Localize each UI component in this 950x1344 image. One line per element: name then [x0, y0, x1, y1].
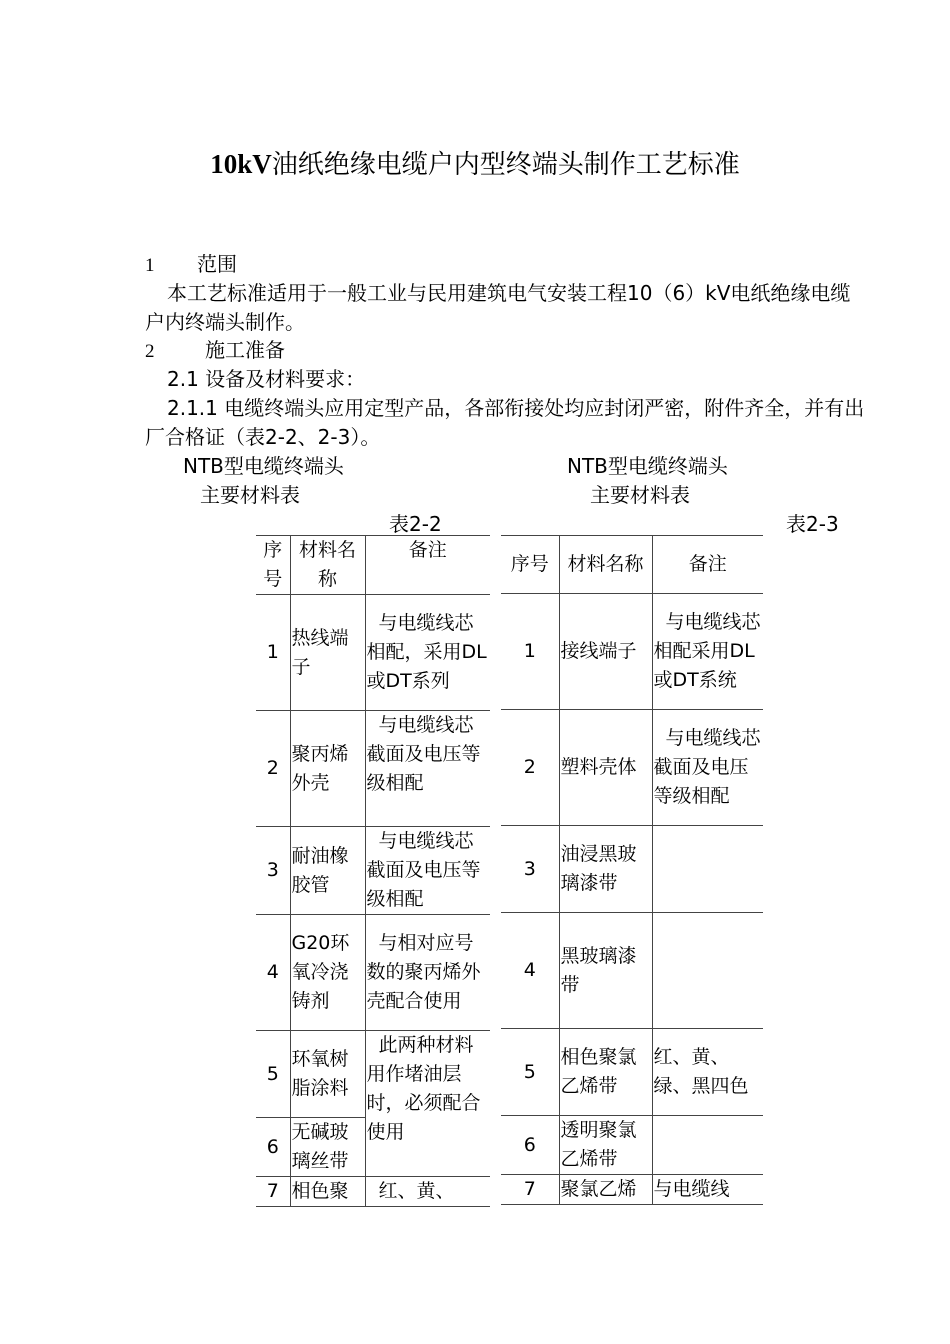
section-2-title: 施工准备 — [205, 338, 285, 362]
remark: 红、黄、绿、黑四色 — [652, 1029, 763, 1116]
material-name: 相色聚 — [290, 1177, 365, 1207]
table-left-header — [256, 536, 490, 595]
table-row — [501, 1029, 763, 1116]
header-cell: 备注 — [365, 536, 490, 595]
row-number: 7 — [256, 1177, 290, 1207]
table-row — [501, 826, 763, 913]
remark: 与相对应号数的聚丙烯外壳配合使用 — [365, 915, 490, 1031]
material-name: G20环氧冷浇铸剂 — [290, 915, 365, 1031]
row-number: 4 — [256, 915, 290, 1031]
material-name: 环氧树脂涂料 — [290, 1031, 365, 1118]
table-row — [501, 1116, 763, 1175]
remark — [652, 1116, 763, 1175]
table-right-header — [501, 536, 763, 594]
material-name: 塑料壳体 — [559, 710, 652, 826]
table-row — [256, 711, 490, 827]
page-title — [0, 144, 950, 181]
row-number: 1 — [501, 594, 559, 710]
remark — [652, 913, 763, 1029]
table-left-label: 表2-2 — [389, 512, 442, 536]
header-cell: 材料名称 — [559, 536, 652, 594]
section-2-1-1: 2.1.1 电缆终端头应用定型产品，各部衔接处均应封闭严密，附件齐全，并有出厂合格证（表2-2、2-3）。 — [145, 396, 865, 449]
section-2-1: 2.1 设备及材料要求： — [167, 367, 366, 391]
table-row — [256, 595, 490, 711]
remark: 与电缆线芯相配采用DL或DT系统 — [652, 594, 763, 710]
table-left-caption-2: 主要材料表 — [200, 483, 300, 507]
section-2-number: 2 — [145, 341, 155, 362]
material-name: 透明聚氯乙烯带 — [559, 1116, 652, 1175]
table-right-label: 表2-3 — [786, 512, 839, 536]
material-name: 聚丙烯外壳 — [290, 711, 365, 827]
table-left-caption-1: NTB型电缆终端头 — [183, 454, 344, 478]
row-number: 2 — [256, 711, 290, 827]
remark: 与电缆线 — [652, 1175, 763, 1205]
row-number: 4 — [501, 913, 559, 1029]
material-name: 聚氯乙烯 — [559, 1175, 652, 1205]
material-name: 耐油橡胶管 — [290, 827, 365, 915]
table-row — [501, 710, 763, 826]
section-1-body: 本工艺标准适用于一般工业与民用建筑电气安装工程10（6）kV电纸绝缘电缆户内终端头制作。 — [145, 281, 851, 334]
title-prefix: 10kV — [210, 149, 272, 179]
material-name: 油浸黑玻璃漆带 — [559, 826, 652, 913]
header-cell: 序号 — [501, 536, 559, 594]
table-row — [256, 827, 490, 915]
header-cell: 序号 — [256, 536, 290, 595]
remark: 红、黄、 — [365, 1177, 490, 1207]
row-number: 7 — [501, 1175, 559, 1205]
material-name: 相色聚氯乙烯带 — [559, 1029, 652, 1116]
remark: 此两种材料用作堵油层时，必须配合使用 — [365, 1031, 490, 1177]
remark: 与电缆线芯相配，采用DL或DT系列 — [365, 595, 490, 711]
row-number: 5 — [256, 1031, 290, 1118]
material-name: 黑玻璃漆带 — [559, 913, 652, 1029]
table-row — [256, 1177, 490, 1207]
table-row — [501, 1175, 763, 1205]
row-number: 5 — [501, 1029, 559, 1116]
remark: 与电缆线芯截面及电压等级相配 — [365, 827, 490, 915]
header-cell: 材料名称 — [290, 536, 365, 595]
remark: 与电缆线芯截面及电压等级相配 — [365, 711, 490, 827]
title-text: 油纸绝缘电缆户内型终端头制作工艺标准 — [271, 150, 740, 180]
material-name: 接线端子 — [559, 594, 652, 710]
table-row — [501, 594, 763, 710]
row-number: 3 — [256, 827, 290, 915]
row-number: 1 — [256, 595, 290, 711]
table-right-caption-2: 主要材料表 — [590, 483, 690, 507]
table-row — [256, 1031, 490, 1118]
row-number: 6 — [501, 1116, 559, 1175]
material-name: 热线端子 — [290, 595, 365, 711]
remark — [652, 826, 763, 913]
table-right — [501, 535, 763, 1205]
table-left — [256, 535, 490, 1207]
row-number: 2 — [501, 710, 559, 826]
header-cell: 备注 — [652, 536, 763, 594]
table-row — [256, 915, 490, 1031]
row-number: 6 — [256, 1118, 290, 1177]
material-name: 无碱玻璃丝带 — [290, 1118, 365, 1177]
remark: 与电缆线芯截面及电压等级相配 — [652, 710, 763, 826]
row-number: 3 — [501, 826, 559, 913]
section-1-number: 1 — [145, 255, 155, 276]
section-1-title: 范围 — [197, 252, 237, 276]
table-row — [501, 913, 763, 1029]
table-right-caption-1: NTB型电缆终端头 — [567, 454, 728, 478]
